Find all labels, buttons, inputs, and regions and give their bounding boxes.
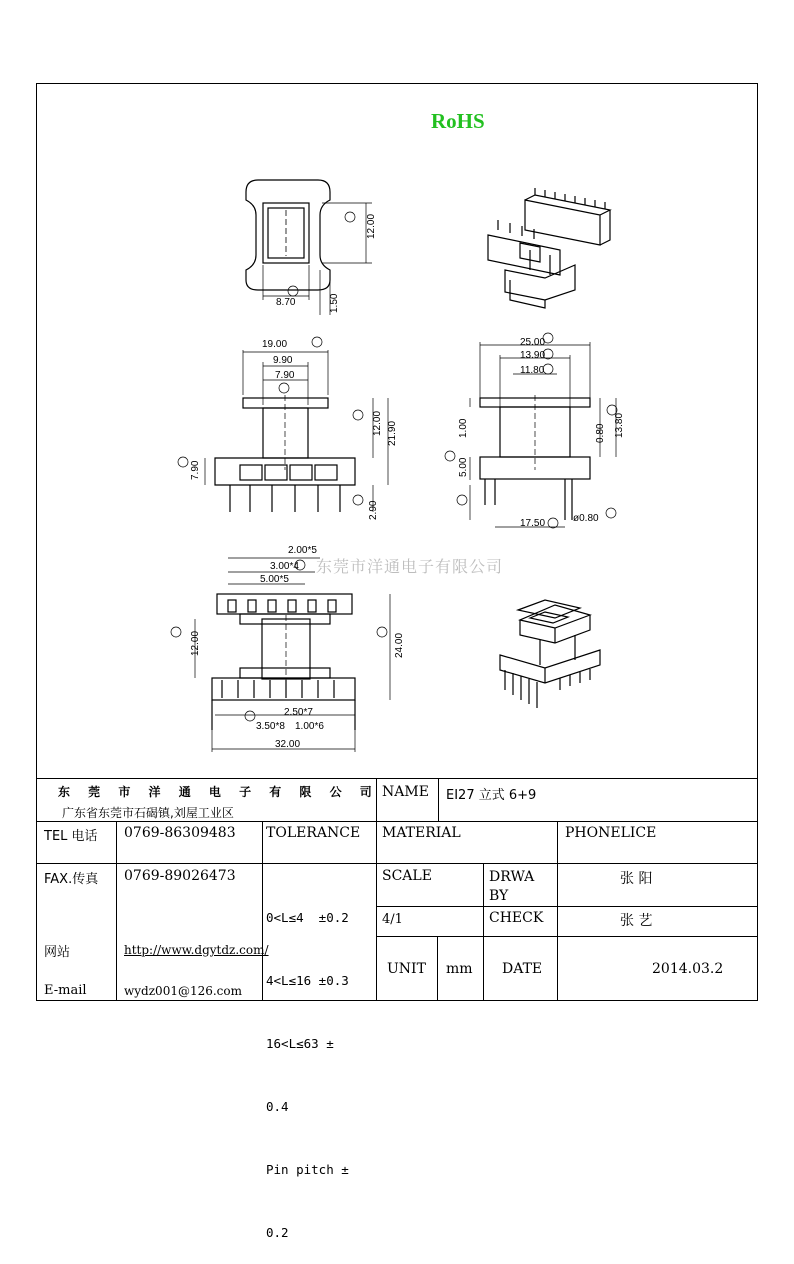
check-label: CHECK (489, 910, 544, 926)
material-label: MATERIAL (382, 825, 461, 841)
email-label: E-mail (44, 983, 87, 998)
side-dim-5: 0.80 (595, 423, 606, 443)
bottom-dim-7: 3.50*8 (256, 721, 285, 732)
bottom-dim-3: 5.00*5 (260, 574, 289, 585)
isometric-view-pins-up (488, 188, 610, 308)
tolerance-list (266, 865, 349, 1264)
email-value: wydz001@126.com (124, 984, 243, 998)
side-dim-9: ø0.80 (573, 513, 599, 524)
unit-value: mm (446, 961, 473, 977)
website-label: 网站 (44, 945, 71, 960)
fax-label: FAX.传真 (44, 872, 99, 887)
top-dim-2: 8.70 (276, 297, 296, 308)
side-dim-6: 13.80 (614, 412, 625, 438)
date-value: 2014.03.2 (652, 961, 724, 977)
part-name: EI27 立式 6+9 (446, 788, 537, 803)
isometric-view-pins-down (500, 600, 600, 708)
side-dim-8: 17.50 (520, 518, 546, 529)
front-dim-6: 7.90 (190, 460, 201, 480)
tolerance-line: Pin pitch ± (266, 1162, 349, 1177)
tel-value: 0769-86309483 (124, 825, 236, 841)
scale-label: SCALE (382, 868, 432, 884)
tel-label: TEL 电话 (44, 829, 98, 844)
bottom-dim-2: 3.00*4 (270, 561, 299, 572)
bottom-dim-1: 2.00*5 (288, 545, 317, 556)
date-label: DATE (502, 961, 543, 977)
material-value: PHONELICE (565, 825, 657, 841)
company-watermark: 东莞市洋通电子有限公司 (316, 557, 504, 576)
company-name: 东 莞 市 洋 通 电 子 有 限 公 司 (58, 785, 379, 799)
bottom-dim-9: 32.00 (275, 739, 301, 750)
top-view-drawing (246, 180, 372, 315)
bottom-dim-6: 2.50*7 (284, 707, 313, 718)
fax-value: 0769-89026473 (124, 868, 236, 884)
check-value: 张 艺 (620, 913, 653, 929)
side-dim-7: 5.00 (458, 457, 469, 477)
top-dim-1: 12.00 (366, 213, 377, 239)
website-link[interactable]: http://www.dgytdz.com/ (124, 943, 269, 957)
tolerance-line: 0.4 (266, 1099, 289, 1114)
front-dim-1: 19.00 (262, 339, 288, 350)
unit-label: UNIT (387, 961, 426, 977)
scale-value: 4/1 (382, 912, 403, 927)
name-label: NAME (382, 784, 429, 800)
drawn-by-value: 张 阳 (620, 871, 653, 887)
tolerance-line: 16<L≤63 ± (266, 1036, 334, 1051)
side-dim-1: 25.00 (520, 337, 546, 348)
drawn-by-label: DRWA BY (489, 869, 535, 904)
tolerance-line: 0<L≤4 ±0.2 (266, 910, 349, 925)
side-dim-3: 11.80 (520, 365, 545, 376)
top-dim-3: 1.50 (329, 293, 340, 313)
bottom-dim-5: 24.00 (394, 632, 405, 658)
tolerance-line: 0.2 (266, 1225, 289, 1240)
front-dim-4: 12.00 (372, 410, 383, 436)
side-dim-2: 13.90 (520, 350, 546, 361)
tolerance-line: 4<L≤16 ±0.3 (266, 973, 349, 988)
side-view-drawing (445, 333, 617, 528)
bottom-dim-4: 12.00 (190, 630, 201, 656)
front-dim-3: 7.90 (275, 370, 295, 381)
side-dim-4: 1.00 (458, 418, 469, 438)
bottom-dim-8: 1.00*6 (295, 721, 324, 732)
tolerance-label: TOLERANCE (266, 825, 361, 841)
front-dim-2: 9.90 (273, 355, 293, 366)
front-dim-5: 21.90 (387, 420, 398, 446)
front-dim-7: 2.90 (368, 500, 379, 520)
company-address: 广东省东莞市石碣镇,刘屋工业区 (62, 806, 234, 820)
rohs-mark: RoHS (431, 109, 485, 133)
